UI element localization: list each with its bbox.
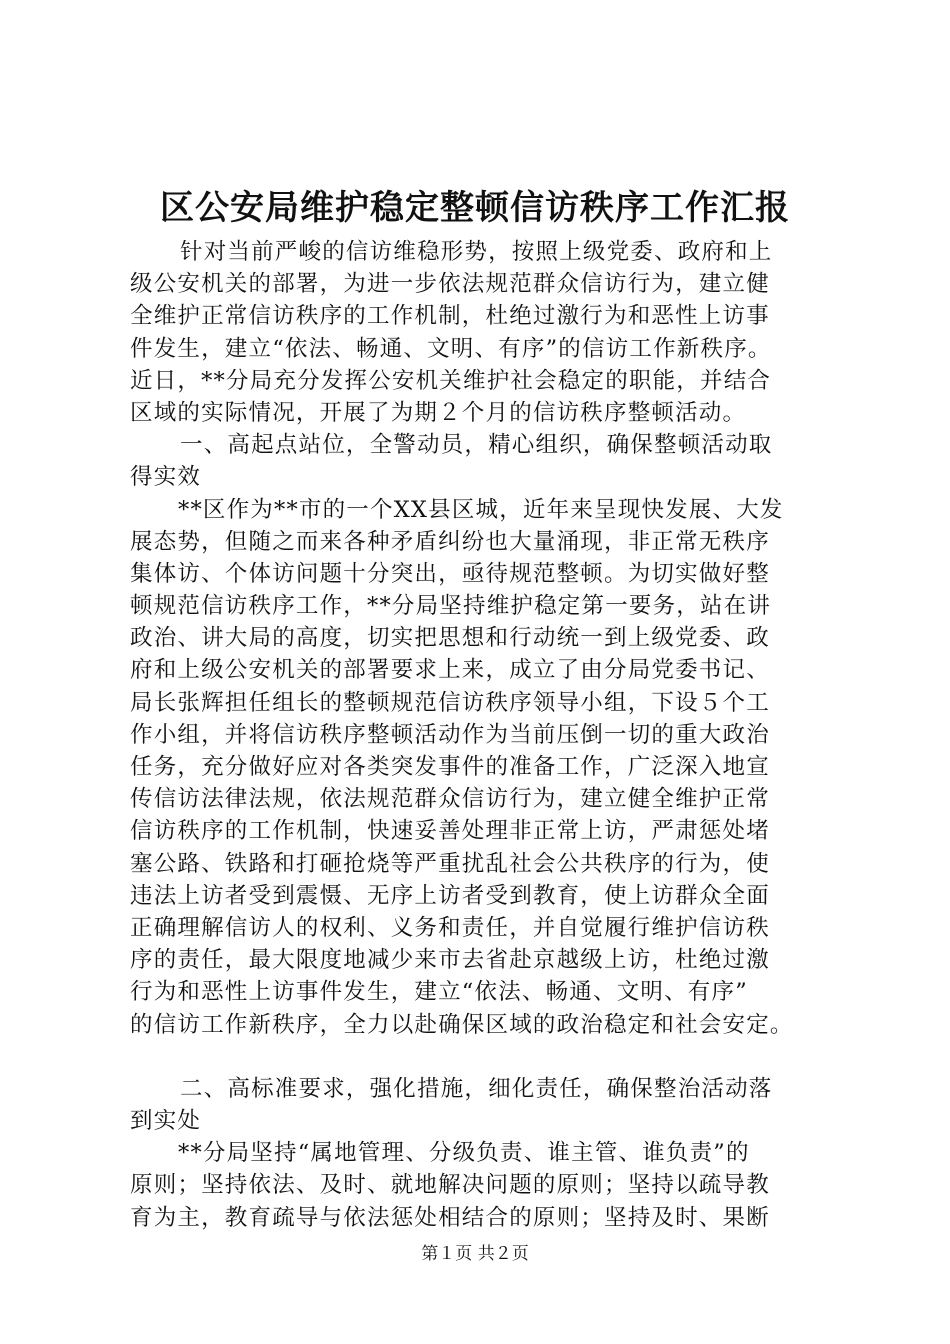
section-heading-line: 一、高起点站位，全警动员，精心组织，确保整顿活动取 (180, 432, 773, 459)
paragraph-line: 全维护正常信访秩序的工作机制，杜绝过激行为和恶性上访事 (130, 303, 770, 330)
paragraph-line: 违法上访者受到震慑、无序上访者受到教育，使上访群众全面 (130, 882, 770, 909)
paragraph-line: 展态势，但随之而来各种矛盾纠纷也大量涌现，非正常无秩序 (130, 528, 770, 555)
paragraph-line: **分局坚持“属地管理、分级负责、谁主管、谁负责”的 (178, 1140, 750, 1167)
paragraph-line: 针对当前严峻的信访维稳形势，按照上级党委、政府和上 (180, 239, 773, 265)
section-heading-line: 到实处 (130, 1108, 202, 1135)
paragraph-line: 集体访、个体访问题十分突出，亟待规范整顿。为切实做好整 (130, 560, 770, 587)
paragraph-line: 局长张辉担任组长的整顿规范信访秩序领导小组，下设５个工 (130, 689, 770, 716)
paragraph-line: 原则；坚持依法、及时、就地解决问题的原则；坚持以疏导教 (130, 1172, 770, 1199)
paragraph-line: 行为和恶性上访事件发生，建立“依法、畅通、文明、有序” (130, 979, 748, 1006)
document-title: 区公安局维护稳定整顿信访秩序工作汇报 (160, 188, 790, 228)
paragraph-line: 区域的实际情况，开展了为期２个月的信访秩序整顿活动。 (130, 399, 747, 426)
paragraph-line: 任务，充分做好应对各类突发事件的准备工作，广泛深入地宣 (130, 754, 770, 780)
paragraph-line: 近日，**分局充分发挥公安机关维护社会稳定的职能，并结合 (130, 367, 772, 394)
paragraph-line: 信访秩序的工作机制，快速妥善处理非正常上访，严肃惩处堵 (130, 818, 770, 845)
paragraph-line: 政治、讲大局的高度，切实把思想和行动统一到上级党委、政 (130, 625, 770, 652)
section-heading-line: 得实效 (130, 464, 202, 491)
paragraph-line: 序的责任，最大限度地减少来市去省赴京越级上访，杜绝过激 (130, 947, 770, 974)
section-heading-line: 二、高标准要求，强化措施，细化责任，确保整治活动落 (180, 1075, 773, 1102)
paragraph-line: 顿规范信访秩序工作，**分局坚持维护稳定第一要务，站在讲 (130, 593, 772, 620)
paragraph-line: 传信访法律法规，依法规范群众信访行为，建立健全维护正常 (130, 786, 770, 813)
paragraph-line: 级公安机关的部署，为进一步依法规范群众信访行为，建立健 (130, 271, 770, 298)
paragraph-line: 府和上级公安机关的部署要求上来，成立了由分局党委书记、 (130, 657, 770, 684)
paragraph-line: 的信访工作新秩序，全力以赴确保区域的政治稳定和社会安定。 (130, 1011, 794, 1038)
paragraph-line: **区作为**市的一个XX县区城，近年来呈现快发展、大发 (178, 496, 784, 523)
paragraph-line: 育为主，教育疏导与依法惩处相结合的原则；坚持及时、果断 (130, 1204, 770, 1231)
page-number-footer: 第１页 共２页 (421, 1244, 529, 1264)
document-body (130, 236, 870, 1234)
paragraph-line: 正确理解信访人的权利、义务和责任，并自觉履行维护信访秩 (130, 914, 770, 941)
paragraph-line: 塞公路、铁路和打砸抢烧等严重扰乱社会公共秩序的行为，使 (130, 850, 770, 877)
paragraph-line: 件发生，建立“依法、畅通、文明、有序”的信访工作新秩序。 (130, 335, 772, 362)
paragraph-spacer (130, 1041, 870, 1073)
paragraph-line: 作小组，并将信访秩序整顿活动作为当前压倒一切的重大政治 (130, 721, 770, 748)
